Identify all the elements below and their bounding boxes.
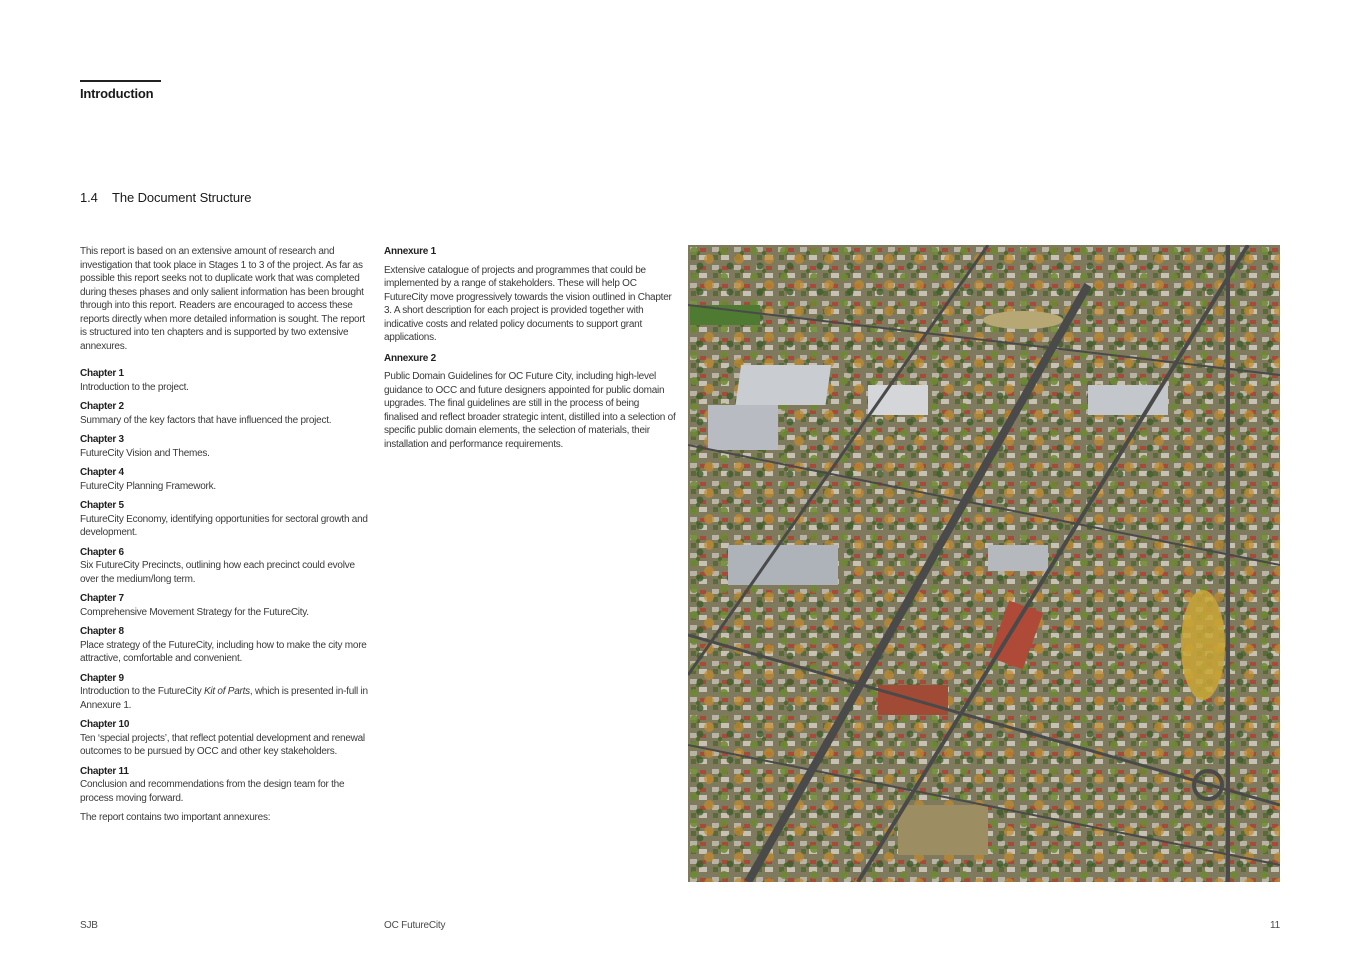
annexure-entry bbox=[384, 352, 676, 452]
chapter-entry bbox=[80, 672, 372, 713]
chapter-description: Introduction to the project. bbox=[80, 381, 189, 393]
chapter-description: Comprehensive Movement Strategy for the FutureCity. bbox=[80, 606, 309, 618]
chapter-description: Place strategy of the FutureCity, including how to make the city more attractive, comfortable and convenient. bbox=[80, 639, 367, 664]
chapter-description bbox=[80, 685, 372, 712]
section-heading bbox=[80, 190, 251, 205]
footer-author: SJB bbox=[80, 920, 98, 931]
page-number: 11 bbox=[1270, 920, 1280, 931]
chapter-title: Chapter 2 bbox=[80, 401, 124, 412]
chapter-title: Chapter 10 bbox=[80, 719, 130, 730]
left-column bbox=[80, 245, 372, 825]
middle-column bbox=[384, 245, 676, 458]
chapter-entry bbox=[80, 718, 372, 759]
section-label: Introduction bbox=[80, 86, 154, 101]
chapter-description: FutureCity Economy, identifying opportunities for sectoral growth and development. bbox=[80, 513, 368, 538]
heading-number: 1.4 bbox=[80, 190, 98, 205]
chapter-entry bbox=[80, 367, 372, 394]
chapter-title: Chapter 6 bbox=[80, 546, 124, 558]
chapter-title: Chapter 4 bbox=[80, 467, 124, 478]
chapter-title: Chapter 1 bbox=[80, 368, 124, 379]
chapter-desc-emphasis: Kit of Parts bbox=[203, 686, 250, 697]
annexure-entry bbox=[384, 245, 676, 345]
annexure-title: Annexure 2 bbox=[384, 352, 436, 364]
chapter-title: Chapter 3 bbox=[80, 434, 124, 445]
aerial-photo-illustration bbox=[688, 245, 1280, 882]
chapter-description: Six FutureCity Precincts, outlining how each precinct could evolve over the medium/long term. bbox=[80, 560, 355, 585]
chapter-title: Chapter 8 bbox=[80, 626, 124, 637]
aerial-city-photo bbox=[688, 245, 1280, 882]
chapter-description: Summary of the key factors that have influenced the project. bbox=[80, 414, 332, 426]
header-rule bbox=[80, 80, 161, 82]
chapter-entry bbox=[80, 499, 372, 540]
closing-paragraph: The report contains two important annexures: bbox=[80, 812, 271, 823]
chapter-entry bbox=[80, 433, 372, 460]
chapter-description: FutureCity Planning Framework. bbox=[80, 480, 216, 492]
chapter-title: Chapter 9 bbox=[80, 672, 124, 684]
chapter-entry bbox=[80, 592, 372, 619]
chapter-title: Chapter 11 bbox=[80, 765, 129, 777]
chapter-description: Conclusion and recommendations from the design team for the process moving forward. bbox=[80, 779, 345, 804]
annexure-description: Public Domain Guidelines for OC Future City, including high-level guidance to OCC and future designers appointed for public domain upgrades. The final guidelines are still in the process of being finalised and reflect broader strategic intent, distilled into a selection of specific public domain elements, the selection of materials, their installation and performance requirements. bbox=[384, 371, 676, 450]
chapter-entry bbox=[80, 400, 372, 427]
intro-paragraph: This report is based on an extensive amount of research and investigation that took place in Stages 1 to 3 of the project. As far as possible this report seeks not to duplicate work that was completed during theses phases and only salient information has been brought through into this report. Readers are encouraged to access these reports directly when more detailed information is sought. The report is structured into ten chapters and is supported by two extensive annexures. bbox=[80, 246, 365, 352]
annexure-description: Extensive catalogue of projects and programmes that could be implemented by a range of stakeholders. These will help OC FutureCity move progressively towards the vision outlined in Chapter 3. A short description for each project is provided together with indicative costs and related policy documents to support grant applications. bbox=[384, 264, 672, 343]
chapter-description: FutureCity Vision and Themes. bbox=[80, 447, 210, 459]
chapter-entry bbox=[80, 466, 372, 493]
footer-document-title: OC FutureCity bbox=[384, 920, 446, 931]
chapter-entry bbox=[80, 546, 372, 587]
chapter-entry bbox=[80, 625, 372, 666]
chapter-entry bbox=[80, 765, 372, 806]
chapter-description: Ten ‘special projects’, that reflect potential development and renewal outcomes to be pursued by OCC and other key stakeholders. bbox=[80, 732, 365, 757]
annexure-title: Annexure 1 bbox=[384, 246, 436, 257]
chapter-desc-text: , which is presented in-full in Annexure 1. bbox=[80, 686, 368, 711]
chapter-title: Chapter 7 bbox=[80, 593, 124, 604]
heading-title: The Document Structure bbox=[112, 190, 252, 205]
chapter-title: Chapter 5 bbox=[80, 500, 124, 511]
chapter-desc-text: Introduction to the FutureCity bbox=[80, 686, 204, 697]
